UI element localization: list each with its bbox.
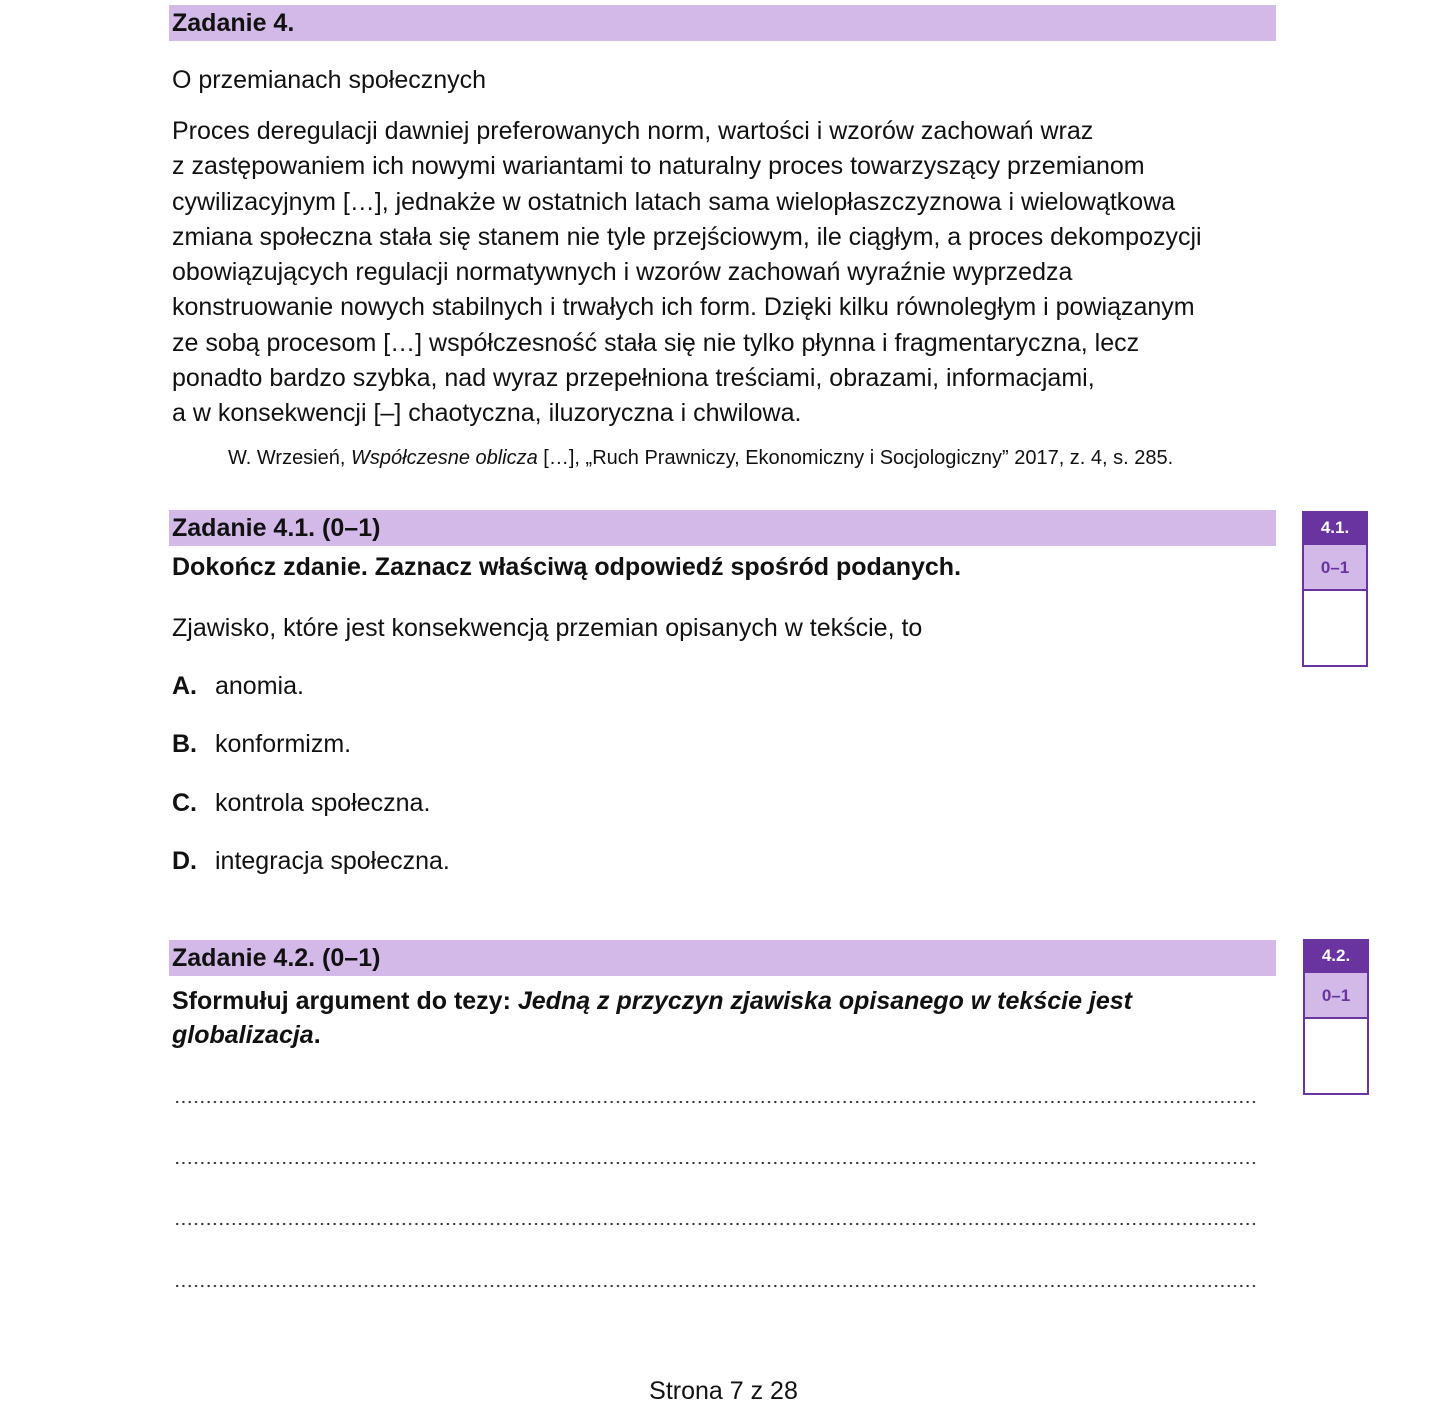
thesis-text: Jedną z przyczyn zjawiska opisanego w tekście jest — [517, 987, 1132, 1015]
text-line: cywilizacyjnym […], jednakże w ostatnich latach sama wielopłaszczyznowa i wielowątkowa — [172, 187, 1176, 216]
text-line: obowiązujących regulacji normatywnych i wzorów zachowań wyraźnie wyprzedza — [172, 258, 1073, 287]
citation-title: Współczesne oblicza — [351, 447, 538, 469]
text-line: konstruowanie nowych stabilnych i trwałych ich form. Dzięki kilku równoległym i powiązanym — [172, 293, 1195, 322]
page-number: Strona 7 z 28 — [649, 1377, 798, 1405]
option-letter: B. — [172, 730, 197, 758]
score-entry-field[interactable] — [1303, 1019, 1369, 1095]
thesis-text-end: globalizacja — [172, 1021, 314, 1049]
thesis-period: . — [313, 1021, 321, 1049]
score-box-4-1 — [1302, 511, 1368, 667]
text-line: a w konsekwencji [–] chaotyczna, iluzoryczna i chwilowa. — [172, 399, 802, 428]
option-text: anomia. — [215, 672, 304, 700]
option-letter: A. — [172, 672, 197, 700]
score-box-4-2 — [1303, 939, 1369, 1095]
score-range: 0–1 — [1302, 545, 1368, 591]
score-entry-field[interactable] — [1302, 591, 1368, 667]
citation-rest: […], „Ruch Prawniczy, Ekonomiczny i Socjologiczny” 2017, z. 4, s. 285. — [537, 447, 1174, 469]
option-text: kontrola społeczna. — [215, 789, 431, 817]
task-4-1-header: Zadanie 4.1. (0–1) — [169, 510, 1276, 546]
source-citation — [228, 447, 1173, 470]
option-letter: C. — [172, 789, 197, 817]
answer-line[interactable] — [174, 1100, 1256, 1104]
task-4-header: Zadanie 4. — [169, 5, 1276, 41]
answer-line[interactable] — [174, 1222, 1256, 1226]
source-text — [172, 114, 1292, 432]
answer-line[interactable] — [174, 1284, 1256, 1288]
option-letter: D. — [172, 847, 197, 875]
text-line: ponadto bardzo szybka, nad wyraz przepełniona treściami, obrazami, informacjami, — [172, 364, 1095, 393]
option-b[interactable] — [172, 730, 351, 759]
score-range: 0–1 — [1303, 973, 1369, 1019]
option-text: konformizm. — [215, 730, 352, 758]
task-4-2-header: Zadanie 4.2. (0–1) — [169, 940, 1276, 976]
option-a[interactable] — [172, 672, 304, 701]
task-4-1-stem: Zjawisko, które jest konsekwencją przemian opisanych w tekście, to — [172, 614, 923, 642]
score-label: 4.2. — [1303, 939, 1369, 973]
task-4-1-instruction: Dokończ zdanie. Zaznacz właściwą odpowiedź spośród podanych. — [172, 553, 962, 581]
text-line: Proces deregulacji dawniej preferowanych norm, wartości i wzorów zachowań wraz — [172, 117, 1094, 145]
text-title: O przemianach społecznych — [172, 66, 487, 94]
citation-author: W. Wrzesień, — [228, 447, 351, 469]
instruction-lead: Sformułuj argument do tezy: — [172, 987, 518, 1015]
text-line: z zastępowaniem ich nowymi wariantami to naturalny proces towarzyszący przemianom — [172, 152, 1145, 181]
task-4-2-instruction — [172, 984, 1262, 1052]
answer-line[interactable] — [174, 1161, 1256, 1165]
option-d[interactable] — [172, 847, 450, 876]
score-label: 4.1. — [1302, 511, 1368, 545]
option-text: integracja społeczna. — [215, 847, 450, 875]
text-line: ze sobą procesom […] współczesność stała się nie tylko płynna i fragmentaryczna, lecz — [172, 328, 1140, 357]
option-c[interactable] — [172, 789, 430, 818]
text-line: zmiana społeczna stała się stanem nie tyle przejściowym, ile ciągłym, a proces dekompozycji — [172, 222, 1202, 251]
